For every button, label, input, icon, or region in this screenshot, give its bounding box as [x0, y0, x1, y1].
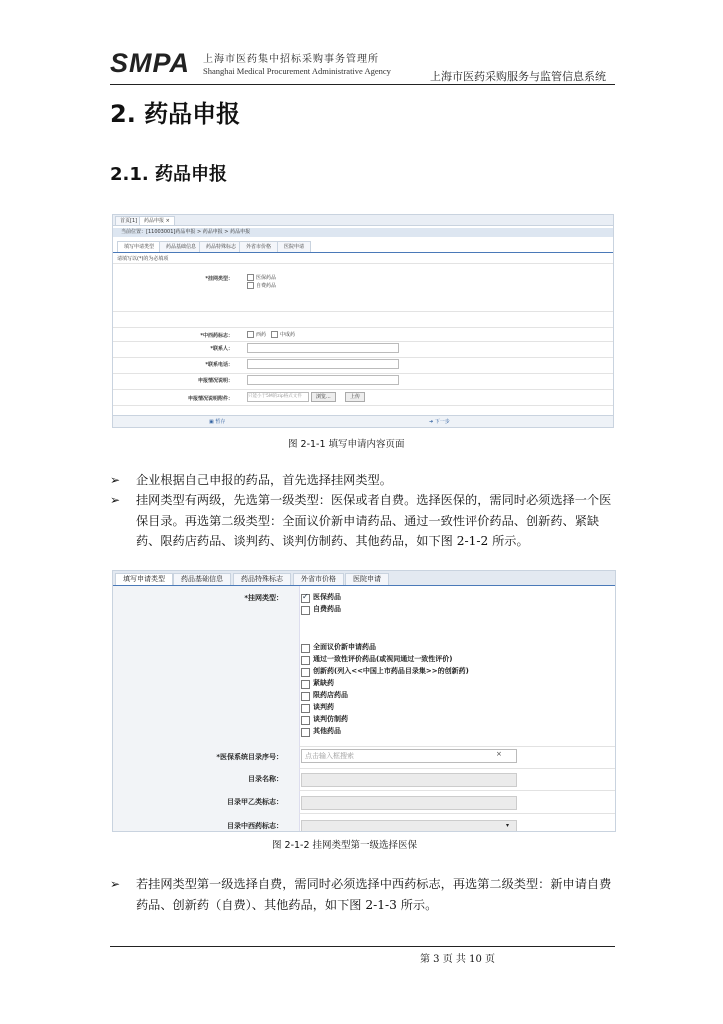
checkbox-level2[interactable] — [301, 668, 310, 677]
cn-med-label: *中西药标志： — [200, 333, 233, 339]
phone-input[interactable] — [247, 359, 399, 369]
explain-label: 申报情况说明： — [197, 378, 233, 384]
tab-bar — [113, 571, 615, 586]
footer-divider — [110, 946, 615, 947]
option-level2: 创新药(列入<<中国上市药品目录集>>的创新药) — [313, 667, 469, 675]
type-option-selfpay[interactable]: 自费药品 — [247, 282, 276, 289]
catalog-name-field — [301, 773, 517, 787]
tab-hospital[interactable]: 医院申请 — [345, 573, 389, 585]
option-level2: 谈判仿制药 — [313, 715, 348, 723]
checkbox-level2[interactable] — [301, 644, 310, 653]
option-level2: 限药店药品 — [313, 691, 348, 699]
paragraph-3: ➢ 若挂网类型第一级选择自费，需同时必须选择中西药标志，再选第二级类型：新申请自费药品、创新药（自费）、其他药品，如下图 2-1-3 所示。 — [110, 874, 615, 915]
tab-special-flag[interactable]: 药品特殊标志 — [233, 573, 291, 585]
type-option-insurance[interactable]: 医保药品 — [247, 274, 276, 281]
arrow-right-icon: ➜ — [429, 419, 435, 425]
arrow-bullet-icon: ➢ — [110, 473, 121, 487]
upload-button[interactable]: 上传 — [345, 392, 365, 402]
subtab-other-province[interactable]: 外省市价格 — [239, 241, 278, 253]
option-level2: 其他药品 — [313, 727, 341, 735]
arrow-bullet-icon: ➢ — [110, 877, 121, 891]
checkbox-level2[interactable] — [301, 692, 310, 701]
checkbox-level2[interactable] — [301, 704, 310, 713]
checkbox-level2[interactable] — [301, 716, 310, 725]
checkbox-insurance[interactable] — [301, 594, 310, 603]
checkbox-icon — [247, 331, 254, 338]
dropdown-arrow-icon: ▾ — [506, 822, 510, 829]
catalog-no-label: *医保系统目录序号： — [216, 753, 283, 761]
apply-form — [113, 252, 613, 415]
smpa-logo: SMPA — [110, 48, 191, 78]
checkbox-level2[interactable] — [301, 680, 310, 689]
option-level2: 全面议价新申请药品 — [313, 643, 376, 651]
cn-med-option-chinese[interactable]: 中成药 — [271, 331, 295, 338]
catalog-ab-field — [301, 796, 517, 810]
option-insurance: 医保药品 — [313, 593, 341, 601]
option-level2: 紧缺药 — [313, 679, 334, 687]
phone-label: *联系电话： — [205, 362, 233, 368]
figure-1-caption: 图 2-1-1 填写申请内容页面 — [288, 439, 405, 450]
type-label: *挂网类型： — [244, 594, 283, 602]
figure-2-screenshot — [112, 570, 616, 832]
paragraph-1: ➢ 企业根据自己申报的药品，首先选择挂网类型。 — [110, 470, 615, 491]
subtab-apply-type[interactable]: 填写申请类型 — [117, 241, 161, 253]
checkbox-level2[interactable] — [301, 728, 310, 737]
paragraph-2: ➢ 挂网类型有两级，先选第一级类型：医保或者自费。选择医保的，需同时必须选择一个医保目录。再选第二级类型：全面议价新申请药品、通过一致性评价药品、创新药、紧缺药、限药店药品、谈判药、谈判仿制药、其他药品，如下图 2-1-2 所示。 — [110, 490, 615, 552]
checkbox-icon — [271, 331, 278, 338]
subtab-special-flag[interactable]: 药品特殊标志 — [199, 241, 243, 253]
catalog-ab-label: 目录甲乙类标志： — [227, 798, 283, 806]
checkbox-selfpay[interactable] — [301, 606, 310, 615]
contact-input[interactable] — [247, 343, 399, 353]
contact-label: *联系人： — [210, 346, 233, 352]
arrow-bullet-icon: ➢ — [110, 493, 121, 507]
attach-input[interactable]: 只能小于5M的zip格式文件 — [247, 392, 309, 402]
tab-drug-declaration[interactable]: 药品申报 × — [139, 216, 175, 226]
header-divider — [110, 84, 615, 85]
tab-other-province[interactable]: 外省市价格 — [293, 573, 344, 585]
attach-label: 申报情况说明附件： — [187, 396, 233, 402]
catalog-no-input[interactable] — [301, 749, 517, 763]
checkbox-icon — [247, 282, 254, 289]
save-icon: ▣ — [209, 419, 216, 425]
figure-2-caption: 图 2-1-2 挂网类型第一级选择医保 — [272, 840, 418, 851]
system-title: 上海市医药采购服务与监管信息系统 — [430, 70, 606, 83]
option-selfpay: 自费药品 — [313, 605, 341, 613]
required-hint: 请填写以(*)的为必填项 — [117, 256, 169, 262]
save-draft-button[interactable]: ▣ 暂存 — [209, 419, 226, 425]
figure-1-screenshot — [112, 214, 614, 428]
tab-apply-type[interactable]: 填写申请类型 — [115, 573, 173, 585]
page-number: 第 3 页 共 10 页 — [420, 954, 495, 965]
catalog-cn-label: 目录中西药标志： — [227, 822, 283, 830]
tab-home[interactable]: 首页[1] — [115, 216, 142, 226]
subtab-hospital[interactable]: 医院申请 — [277, 241, 311, 253]
breadcrumb: 当前位置：[11003001]药品申报 > 药品申报 > 药品申报 — [113, 228, 613, 237]
org-name-cn: 上海市医药集中招标采购事务管理所 — [203, 54, 379, 65]
option-level2: 谈判药 — [313, 703, 334, 711]
catalog-name-label: 目录名称： — [248, 775, 283, 783]
top-tab-bar — [113, 215, 613, 226]
org-name-en: Shanghai Medical Procurement Administrative Agency — [203, 66, 391, 76]
cn-med-option-western[interactable]: 西药 — [247, 331, 266, 338]
catalog-cn-select[interactable] — [301, 820, 517, 832]
option-level2: 通过一致性评价药品(或视同通过一致性评价) — [313, 655, 453, 663]
tab-basic-info[interactable]: 药品基础信息 — [173, 573, 231, 585]
type-label: *挂网类型： — [205, 276, 233, 282]
checkbox-level2[interactable] — [301, 656, 310, 665]
catalog-no-placeholder: 点击输入框搜索 — [305, 752, 354, 760]
checkbox-icon — [247, 274, 254, 281]
browse-button[interactable]: 浏览... — [311, 392, 336, 402]
clear-icon[interactable]: × — [496, 750, 502, 758]
explain-input[interactable] — [247, 375, 399, 385]
heading-2: 2.1. 药品申报 — [110, 164, 227, 185]
next-step-button[interactable]: ➜ 下一步 — [429, 419, 450, 425]
subtab-basic-info[interactable]: 药品基础信息 — [159, 241, 203, 253]
heading-1: 2. 药品申报 — [110, 100, 241, 128]
